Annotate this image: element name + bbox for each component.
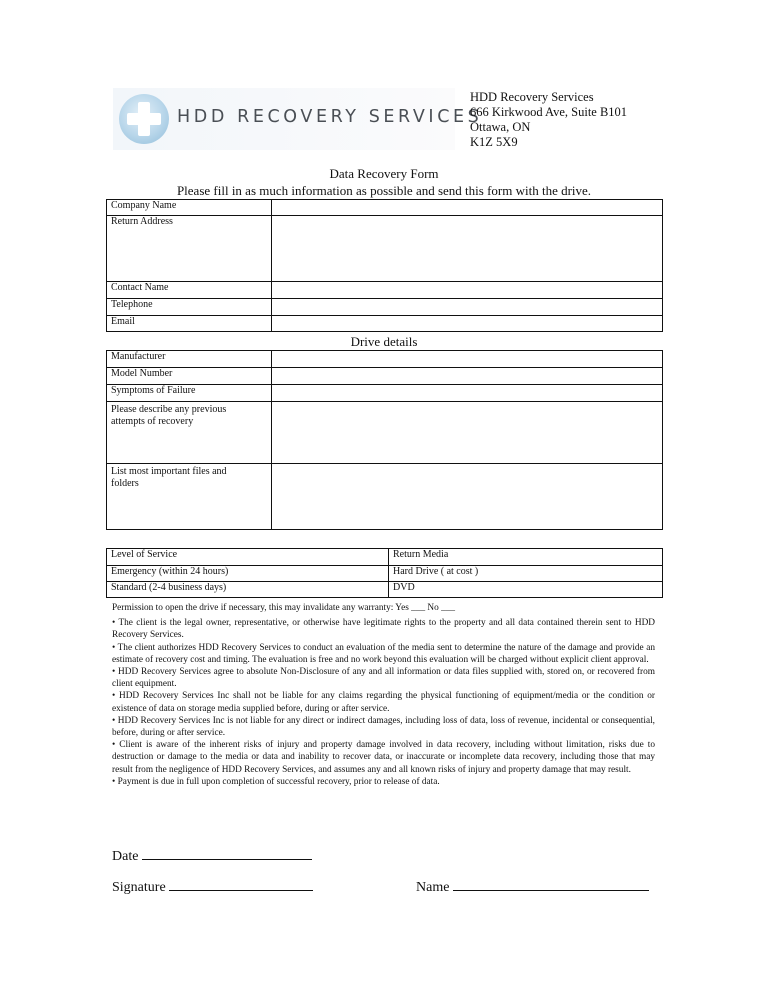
logo-text: HDD RECOVERY SERVICES bbox=[177, 107, 483, 127]
term-item: • HDD Recovery Services Inc shall not be liable for any claims regarding the physical functioning of equipment/media or the condition or existence of data on storage media supplied before, during or after service. bbox=[112, 691, 655, 714]
term-item: • HDD Recovery Services Inc is not liable for any direct or indirect damages, including loss of data, loss of revenue, incidental or consequential, before, during or after service. bbox=[112, 715, 655, 739]
name-row bbox=[416, 876, 649, 896]
model-number-field[interactable] bbox=[272, 368, 663, 385]
return-address-field[interactable] bbox=[272, 216, 663, 282]
company-address bbox=[470, 90, 627, 150]
model-number-label: Model Number bbox=[107, 368, 272, 385]
symptoms-field[interactable] bbox=[272, 385, 663, 402]
term-item: • The client is the legal owner, representative, or otherwise have legitimate rights to the property and all data contained therein sent to HDD Recovery Services. bbox=[112, 618, 655, 641]
standard-option[interactable]: Standard (2-4 business days) bbox=[107, 582, 389, 598]
telephone-label: Telephone bbox=[107, 299, 272, 316]
name-line[interactable] bbox=[453, 876, 649, 891]
dvd-option[interactable]: DVD bbox=[389, 582, 663, 598]
previous-attempts-label: Please describe any previous attempts of recovery bbox=[107, 402, 272, 464]
date-row bbox=[112, 845, 312, 865]
name-label: Name bbox=[416, 880, 450, 895]
term-item: • The client authorizes HDD Recovery Services to conduct an evaluation of the media sent to determine the nature of the damage and provide an estimate of recovery cost and timing. The evaluation is free and no work beyond this evaluation will be charged without explicit client approval. bbox=[112, 642, 655, 665]
previous-attempts-field[interactable] bbox=[272, 402, 663, 464]
email-label: Email bbox=[107, 316, 272, 332]
signature-row bbox=[112, 876, 313, 896]
term-item: • HDD Recovery Services agree to absolute Non-Disclosure of any and all information or data files supplied with, stored on, or recovered from client equipment. bbox=[112, 667, 655, 690]
permission-text: Permission to open the drive if necessary, this may invalidate any warranty: Yes ___ No ___ bbox=[112, 603, 456, 613]
form-instructions: Please fill in as much information as possible and send this form with the drive. bbox=[176, 183, 592, 198]
level-of-service-header: Level of Service bbox=[107, 549, 389, 566]
date-label: Date bbox=[112, 849, 139, 864]
contact-table bbox=[106, 199, 663, 332]
symptoms-label: Symptoms of Failure bbox=[107, 385, 272, 402]
address-line: K1Z 5X9 bbox=[470, 135, 518, 149]
term-item: • Payment is due in full upon completion of successful recovery, prior to release of data. bbox=[112, 776, 440, 787]
return-media-header: Return Media bbox=[389, 549, 663, 566]
manufacturer-field[interactable] bbox=[272, 351, 663, 368]
signature-label: Signature bbox=[112, 880, 166, 895]
company-name-label: Company Name bbox=[107, 200, 272, 216]
date-line[interactable] bbox=[142, 845, 312, 860]
email-field[interactable] bbox=[272, 316, 663, 332]
term-item: • Client is aware of the inherent risks of injury and property damage involved in data recovery, including without limitation, risks due to destruction or damage to the media or data and inability to recover data, or inaccurate or incomplete data recovery, including those that may result from the negligence of HDD Recovery Services, and assumes any and all known risks of injury and property damage that may result. bbox=[112, 740, 655, 775]
form-title: Data Recovery Form bbox=[329, 166, 439, 181]
company-name-field[interactable] bbox=[272, 200, 663, 216]
address-line: HDD Recovery Services bbox=[470, 90, 594, 104]
address-line: Ottawa, ON bbox=[470, 120, 531, 134]
drive-details-table bbox=[106, 350, 663, 530]
contact-name-label: Contact Name bbox=[107, 282, 272, 299]
hard-drive-option[interactable]: Hard Drive ( at cost ) bbox=[389, 566, 663, 582]
service-table bbox=[106, 548, 663, 598]
signature-line[interactable] bbox=[169, 876, 313, 891]
important-files-label: List most important files and folders bbox=[107, 464, 272, 530]
manufacturer-label: Manufacturer bbox=[107, 351, 272, 368]
terms-section bbox=[112, 602, 655, 788]
address-line: 666 Kirkwood Ave, Suite B101 bbox=[470, 105, 628, 119]
important-files-field[interactable] bbox=[272, 464, 663, 530]
drive-details-heading: Drive details bbox=[350, 334, 418, 349]
telephone-field[interactable] bbox=[272, 299, 663, 316]
medical-cross-icon bbox=[119, 94, 169, 144]
return-address-label: Return Address bbox=[107, 216, 272, 282]
emergency-option[interactable]: Emergency (within 24 hours) bbox=[107, 566, 389, 582]
contact-name-field[interactable] bbox=[272, 282, 663, 299]
company-logo bbox=[113, 88, 483, 150]
